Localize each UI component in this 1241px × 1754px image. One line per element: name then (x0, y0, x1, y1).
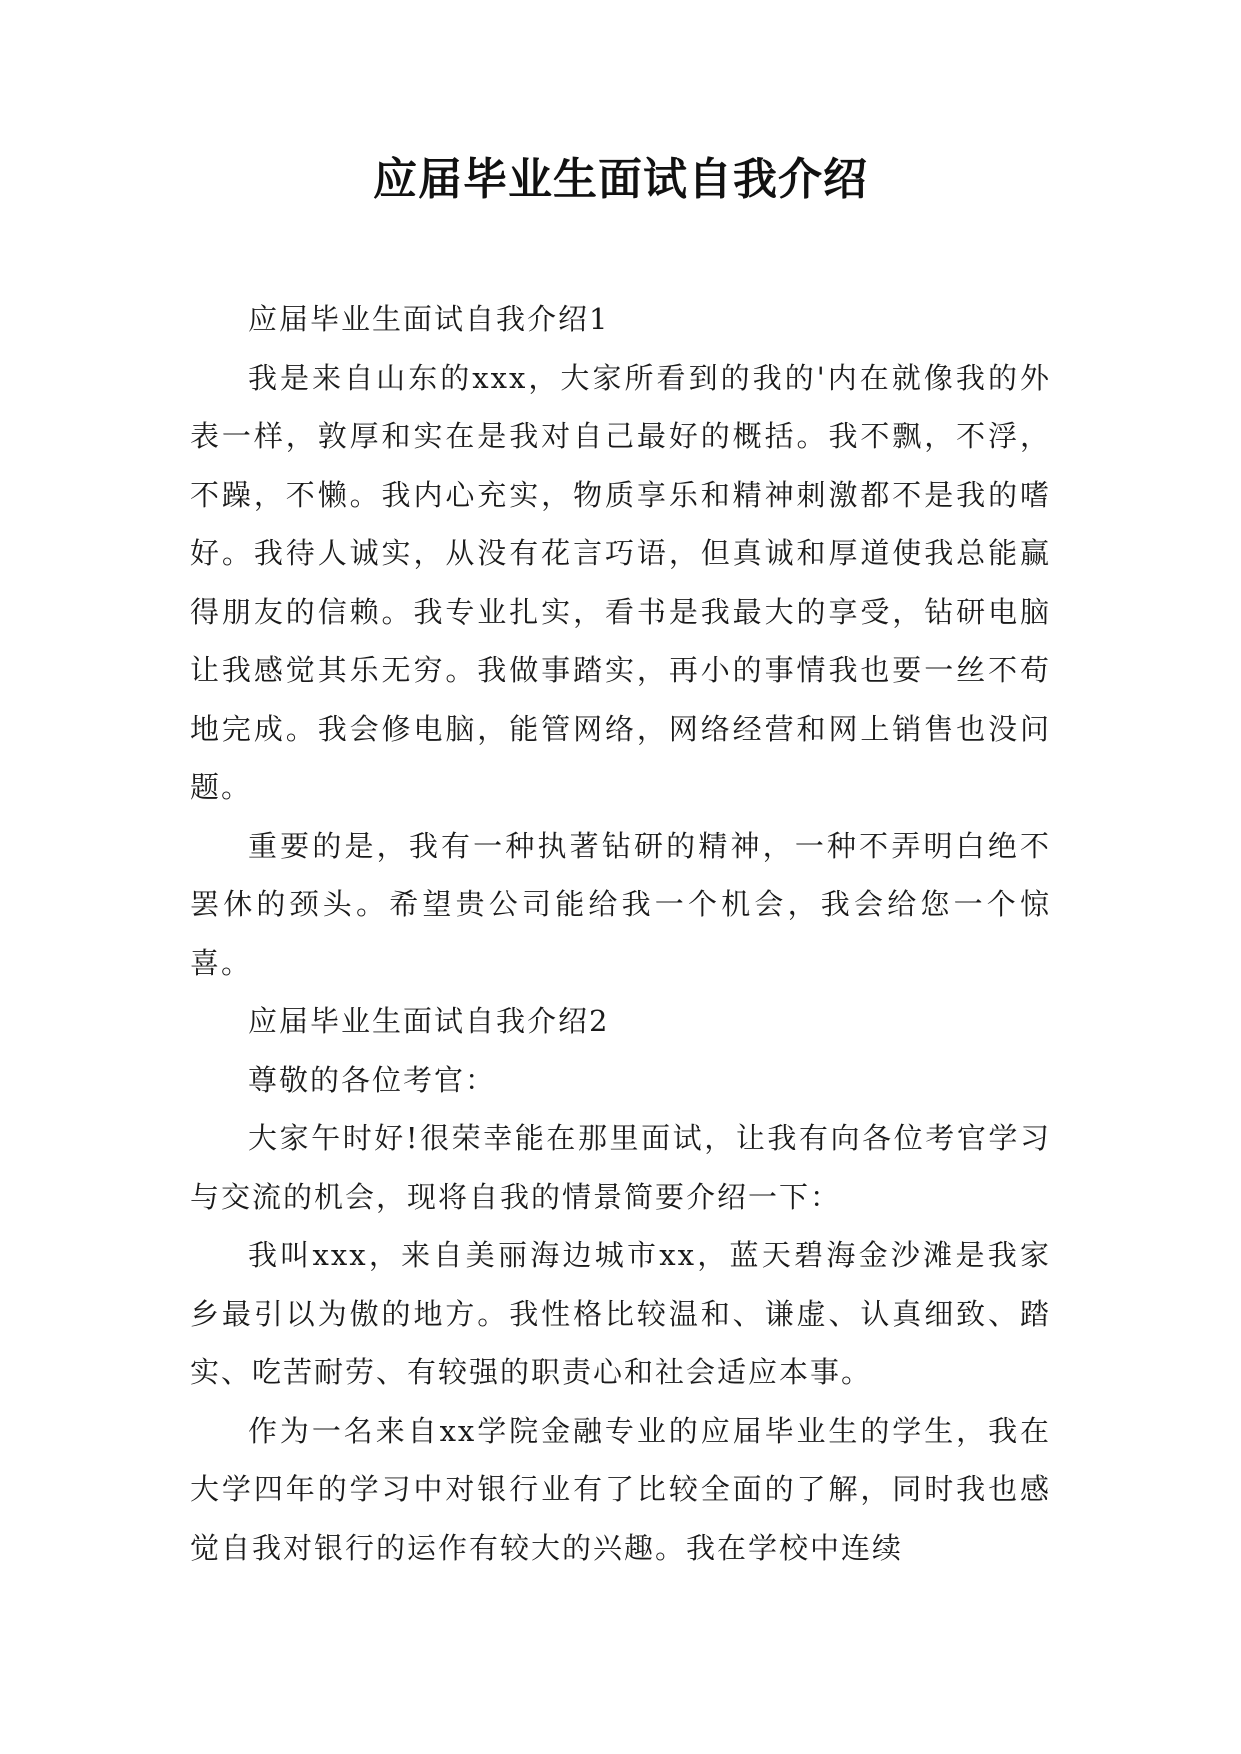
document-title: 应届毕业生面试自我介绍 (373, 154, 868, 205)
paragraph: 我是来自山东的xxx，大家所看到的我的'内在就像我的外表一样，敦厚和实在是我对自己最好的概括。我不飘，不浮，不躁，不懒。我内心充实，物质享乐和精神刺激都不是我的嗜好。我待人诚实，从没有花言巧语，但真诚和厚道使我总能赢得朋友的信赖。我专业扎实，看书是我最大的享受，钻研电脑让我感觉其乐无穷。我做事踏实，再小的事情我也要一丝不苟地完成。我会修电脑，能管网络，网络经营和网上销售也没问题。 (190, 360, 1051, 804)
section-heading-2: 应届毕业生面试自我介绍2 (248, 1004, 610, 1038)
document-body (190, 290, 1051, 1577)
paragraph: 我叫xxx，来自美丽海边城市xx，蓝天碧海金沙滩是我家乡最引以为傲的地方。我性格比较温和、谦虚、认真细致、踏实、吃苦耐劳、有较强的职责心和社会适应本事。 (190, 1238, 1051, 1389)
paragraph: 作为一名来自xx学院金融专业的应届毕业生的学生，我在大学四年的学习中对银行业有了比较全面的了解，同时我也感觉自我对银行的运作有较大的兴趣。我在学校中连续 (190, 1413, 1051, 1565)
salutation: 尊敬的各位考官： (248, 1062, 497, 1097)
section-heading-1: 应届毕业生面试自我介绍1 (248, 302, 610, 336)
paragraph: 大家午时好!很荣幸能在那里面试，让我有向各位考官学习与交流的机会，现将自我的情景简要介绍一下： (190, 1121, 1051, 1214)
paragraph: 重要的是，我有一种执著钻研的精神，一种不弄明白绝不罢休的颈头。希望贵公司能给我一个机会，我会给您一个惊喜。 (190, 828, 1051, 980)
